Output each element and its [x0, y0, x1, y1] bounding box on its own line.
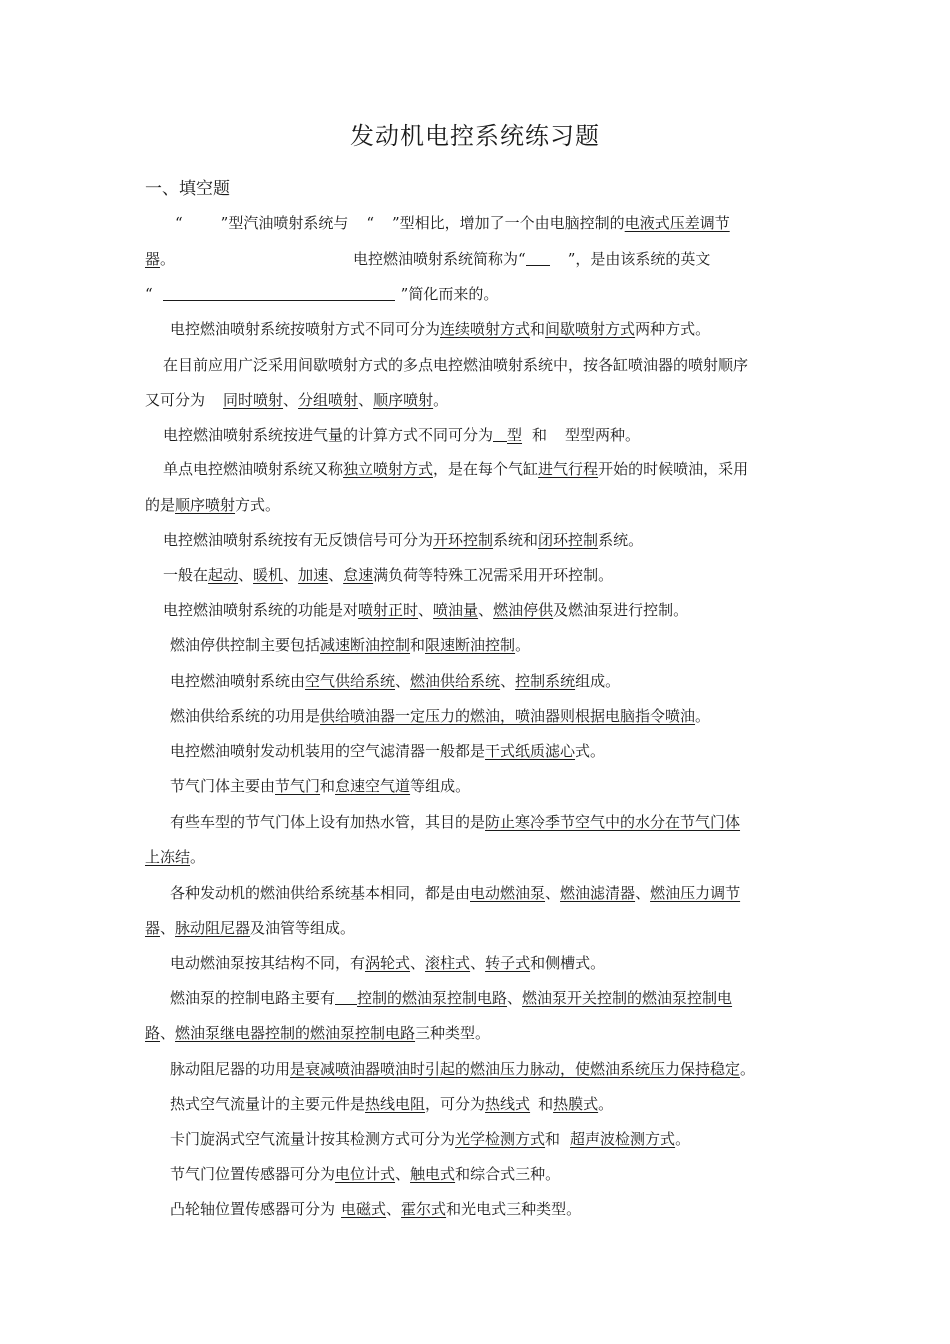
question-2: 电控燃油喷射系统按喷射方式不同可分为连续喷射方式和间歇喷射方式两种方式。: [170, 320, 711, 338]
question-17-line-2: 路、燃油泵继电器控制的燃油泵控制电路三种类型。: [145, 1024, 491, 1042]
question-3-line-1: 在目前应用广泛采用间歇喷射方式的多点电控燃油喷射系统中，按各缸喷油器的喷射顺序: [163, 356, 749, 374]
question-12: 电控燃油喷射发动机装用的空气滤清器一般都是干式纸质滤心式。: [170, 742, 606, 760]
question-1-line-3: “ ”简化而来的。: [145, 285, 499, 303]
question-20: 卡门旋涡式空气流量计按其检测方式可分为光学检测方式和 超声波检测方式。: [170, 1130, 691, 1148]
question-9: 燃油停供控制主要包括减速断油控制和限速断油控制。: [170, 636, 531, 654]
question-19: 热式空气流量计的主要元件是热线电阻，可分为热线式 和热膜式。: [170, 1095, 614, 1113]
question-13: 节气门体主要由节气门和怠速空气道等组成。: [170, 777, 471, 795]
question-11: 燃油供给系统的功用是供给喷油器一定压力的燃油，喷油器则根据电脑指令喷油。: [170, 707, 711, 725]
answer-blank[interactable]: [335, 988, 357, 1005]
question-14-line-1: 有些车型的节气门体上设有加热水管，其目的是防止寒冷季节空气中的水分在节气门体: [170, 813, 741, 831]
question-5-line-2: 的是顺序喷射方式。: [145, 496, 281, 514]
question-16: 电动燃油泵按其结构不同，有涡轮式、滚柱式、转子式和侧槽式。: [170, 954, 606, 972]
page-title: 发动机电控系统练习题: [350, 122, 600, 150]
question-15-line-1: 各种发动机的燃油供给系统基本相同，都是由电动燃油泵、燃油滤清器、燃油压力调节: [170, 884, 741, 902]
answer-blank[interactable]: [493, 425, 507, 442]
question-17-line-1: 燃油泵的控制电路主要有 控制的燃油泵控制电路、燃油泵开关控制的燃油泵控制电: [170, 989, 733, 1007]
question-22: 凸轮轴位置传感器可分为 电磁式、霍尔式和光电式三种类型。: [170, 1200, 582, 1218]
question-1-line-2: 器。 电控燃油喷射系统简称为“ ”，是由该系统的英文: [145, 250, 711, 268]
question-7: 一般在起动、暖机、加速、怠速满负荷等特殊工况需采用开环控制。: [163, 566, 614, 584]
question-18: 脉动阻尼器的功用是衰减喷油器喷油时引起的燃油压力脉动，使燃油系统压力保持稳定。: [170, 1060, 756, 1078]
question-1-line-1: “ ”型汽油喷射系统与 “ ”型相比，增加了一个由电脑控制的电液式压差调节: [175, 214, 730, 232]
question-5-line-1: 单点电控燃油喷射系统又称独立喷射方式，是在每个气缸进气行程开始的时候喷油，采用: [163, 460, 749, 478]
question-3-line-2: 又可分为 同时喷射、分组喷射、顺序喷射。: [145, 391, 449, 409]
question-21: 节气门位置传感器可分为电位计式、触电式和综合式三种。: [170, 1165, 561, 1183]
answer-blank[interactable]: [163, 284, 395, 301]
question-8: 电控燃油喷射系统的功能是对喷射正时、喷油量、燃油停供及燃油泵进行控制。: [163, 601, 689, 619]
question-15-line-2: 器、脉动阻尼器及油管等组成。: [145, 919, 356, 937]
question-10: 电控燃油喷射系统由空气供给系统、燃油供给系统、控制系统组成。: [170, 672, 621, 690]
question-4: 电控燃油喷射系统按进气量的计算方式不同可分为 型 和 型型两种。: [163, 426, 641, 444]
section-heading: 一、填空题: [145, 179, 230, 199]
answer-blank[interactable]: [526, 249, 550, 266]
question-14-line-2: 上冻结。: [145, 848, 206, 866]
question-6: 电控燃油喷射系统按有无反馈信号可分为开环控制系统和闭环控制系统。: [163, 531, 644, 549]
